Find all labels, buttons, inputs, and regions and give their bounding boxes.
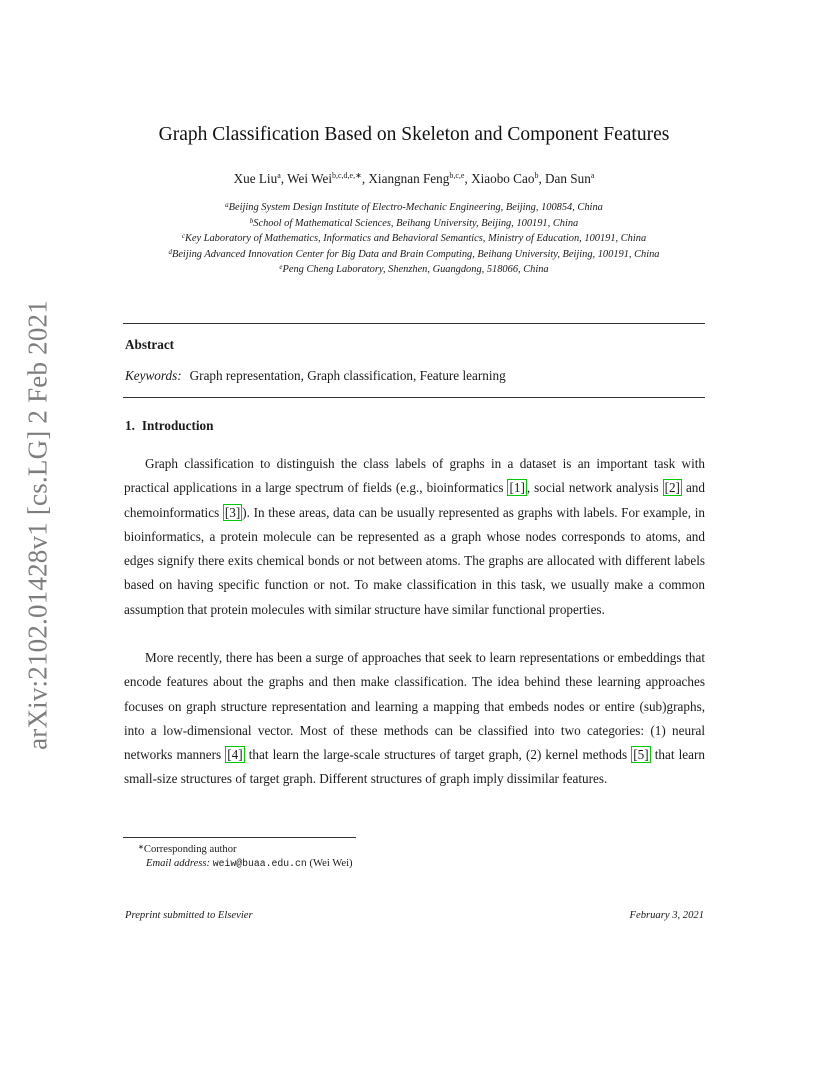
author-name: Xiangnan Feng (368, 171, 450, 186)
citation-link[interactable]: [1] (509, 480, 525, 496)
author-affil-mark: a (590, 171, 595, 180)
affiliation-text: Peng Cheng Laboratory, Shenzhen, Guangdong, 518066, China (282, 264, 549, 276)
footnote-corresponding (138, 841, 353, 857)
affiliation-text: Key Laboratory of Mathematics, Informatics and Behavioral Semantics, Ministry of Education, 100191, China (184, 233, 647, 245)
section-title: Introduction (141, 418, 214, 433)
paragraph-text: that learn the large-scale structures of target graph, (2) kernel methods (244, 747, 632, 763)
author-list: Xue Liu$^a$, Wei Wei$^{b,c,d,e,∗}$, Xiangnan Feng$^{b,c,e}$, Xiaobo Cao$^b$, Dan Sun$^a$ (233, 171, 595, 186)
paper-title: Graph Classification Based on Skeleton and Component Features (158, 124, 670, 145)
footnote (138, 841, 353, 870)
affiliation (120, 199, 708, 215)
abstract-heading: Abstract (125, 337, 175, 352)
footer-date: February 3, 2021 (629, 910, 704, 921)
email-owner: (Wei Wei) (309, 857, 353, 869)
affiliation-mark: c (181, 232, 185, 241)
author-name: Dan Sun (545, 171, 591, 186)
affiliation-text: Beijing System Design Institute of Electro-Mechanic Engineering, Beijing, 100854, China (228, 202, 603, 213)
author-name: Xiaobo Cao (471, 171, 535, 186)
affiliation (120, 246, 708, 262)
paragraph-text: and chemoinformatics (124, 480, 705, 520)
author-name: Xue Liu (233, 171, 278, 186)
keywords-line (125, 368, 506, 384)
paragraph-text: , social network analysis (526, 480, 663, 496)
affiliation-mark: b (249, 216, 254, 225)
citation-link[interactable]: [2] (664, 480, 680, 496)
citation-link[interactable]: [5] (633, 747, 649, 763)
section-number: 1. (125, 418, 135, 433)
abstract-bottom-rule (123, 397, 705, 398)
abstract-top-rule (123, 323, 705, 324)
author-affil-mark: b,c,e (449, 171, 465, 180)
affiliation-mark: d (168, 247, 172, 256)
citation-link[interactable]: [3] (224, 504, 241, 520)
paragraph-text: More recently, there has been a surge of approaches that seek to learn representations or embeddings that encode features about the graphs and then make classification. The idea behind these learning approaches focuses on graph structure representation and learning a mapping that embeds nodes or entire (sub)graphs, into a low-dimensional vector. Most of these methods can be classified into two categories: (1) neural networks manners (124, 650, 705, 763)
arxiv-stamp-container (18, 290, 58, 760)
section-heading (125, 418, 213, 434)
author-affil-mark: b (534, 171, 539, 180)
footnote-rule (123, 837, 356, 838)
affiliation-mark: e (279, 263, 283, 272)
keywords-text: Graph representation, Graph classification, Feature learning (189, 368, 506, 383)
citation-link[interactable]: [4] (227, 747, 243, 763)
paragraph-text: ). In these areas, data can be usually represented as graphs with labels. For example, in bioinformatics, a protein molecule can be represented as a graph whose nodes corresponds to atoms, and edges signify there exits chemical bonds or not between atoms. The graphs are allocated with different labels based on having specific function or not. To make classification in this task, we usually make a common assumption that protein molecules with similar structure have similar functional properties. (124, 504, 705, 617)
affiliation-list (120, 199, 708, 277)
paragraph-text: Graph classification to distinguish the class labels of graphs in a dataset is an important task with practical applications in a large spectrum of fields (e.g., bioinformatics (124, 456, 705, 496)
intro-paragraph-2 (124, 646, 705, 792)
email-label: Email address: (146, 857, 211, 869)
author-affil-mark: b,c,d,e,∗ (332, 171, 362, 180)
intro-paragraph-1 (124, 452, 705, 622)
affiliation (120, 230, 708, 246)
author-affil-mark: a (277, 171, 281, 180)
affiliation (120, 215, 708, 231)
affiliation (120, 261, 708, 277)
arxiv-stamp[interactable]: arXiv:2102.01428v1 [cs.LG] 2 Feb 2021 (22, 300, 53, 750)
footer-submission: Preprint submitted to Elsevier (125, 910, 253, 921)
affiliation-text: School of Mathematical Sciences, Beihang University, Beijing, 100191, China (253, 217, 579, 229)
keywords-label: Keywords: (125, 368, 182, 383)
email-link[interactable]: weiw@buaa.edu.cn (212, 857, 307, 869)
footnote-mark: ∗ (138, 843, 144, 851)
affiliation-text: Beijing Advanced Innovation Center for Big Data and Brain Computing, Beihang University, Beijing, 100191, China (171, 248, 660, 260)
paragraph-text: that learn small-size structures of target graph. Different structures of graph imply dissimilar features. (124, 747, 705, 787)
footnote-text: Corresponding author (143, 844, 237, 855)
affiliation-mark: a (225, 201, 229, 209)
footnote-email-line (138, 857, 353, 871)
author-name: Wei Wei (287, 171, 332, 186)
